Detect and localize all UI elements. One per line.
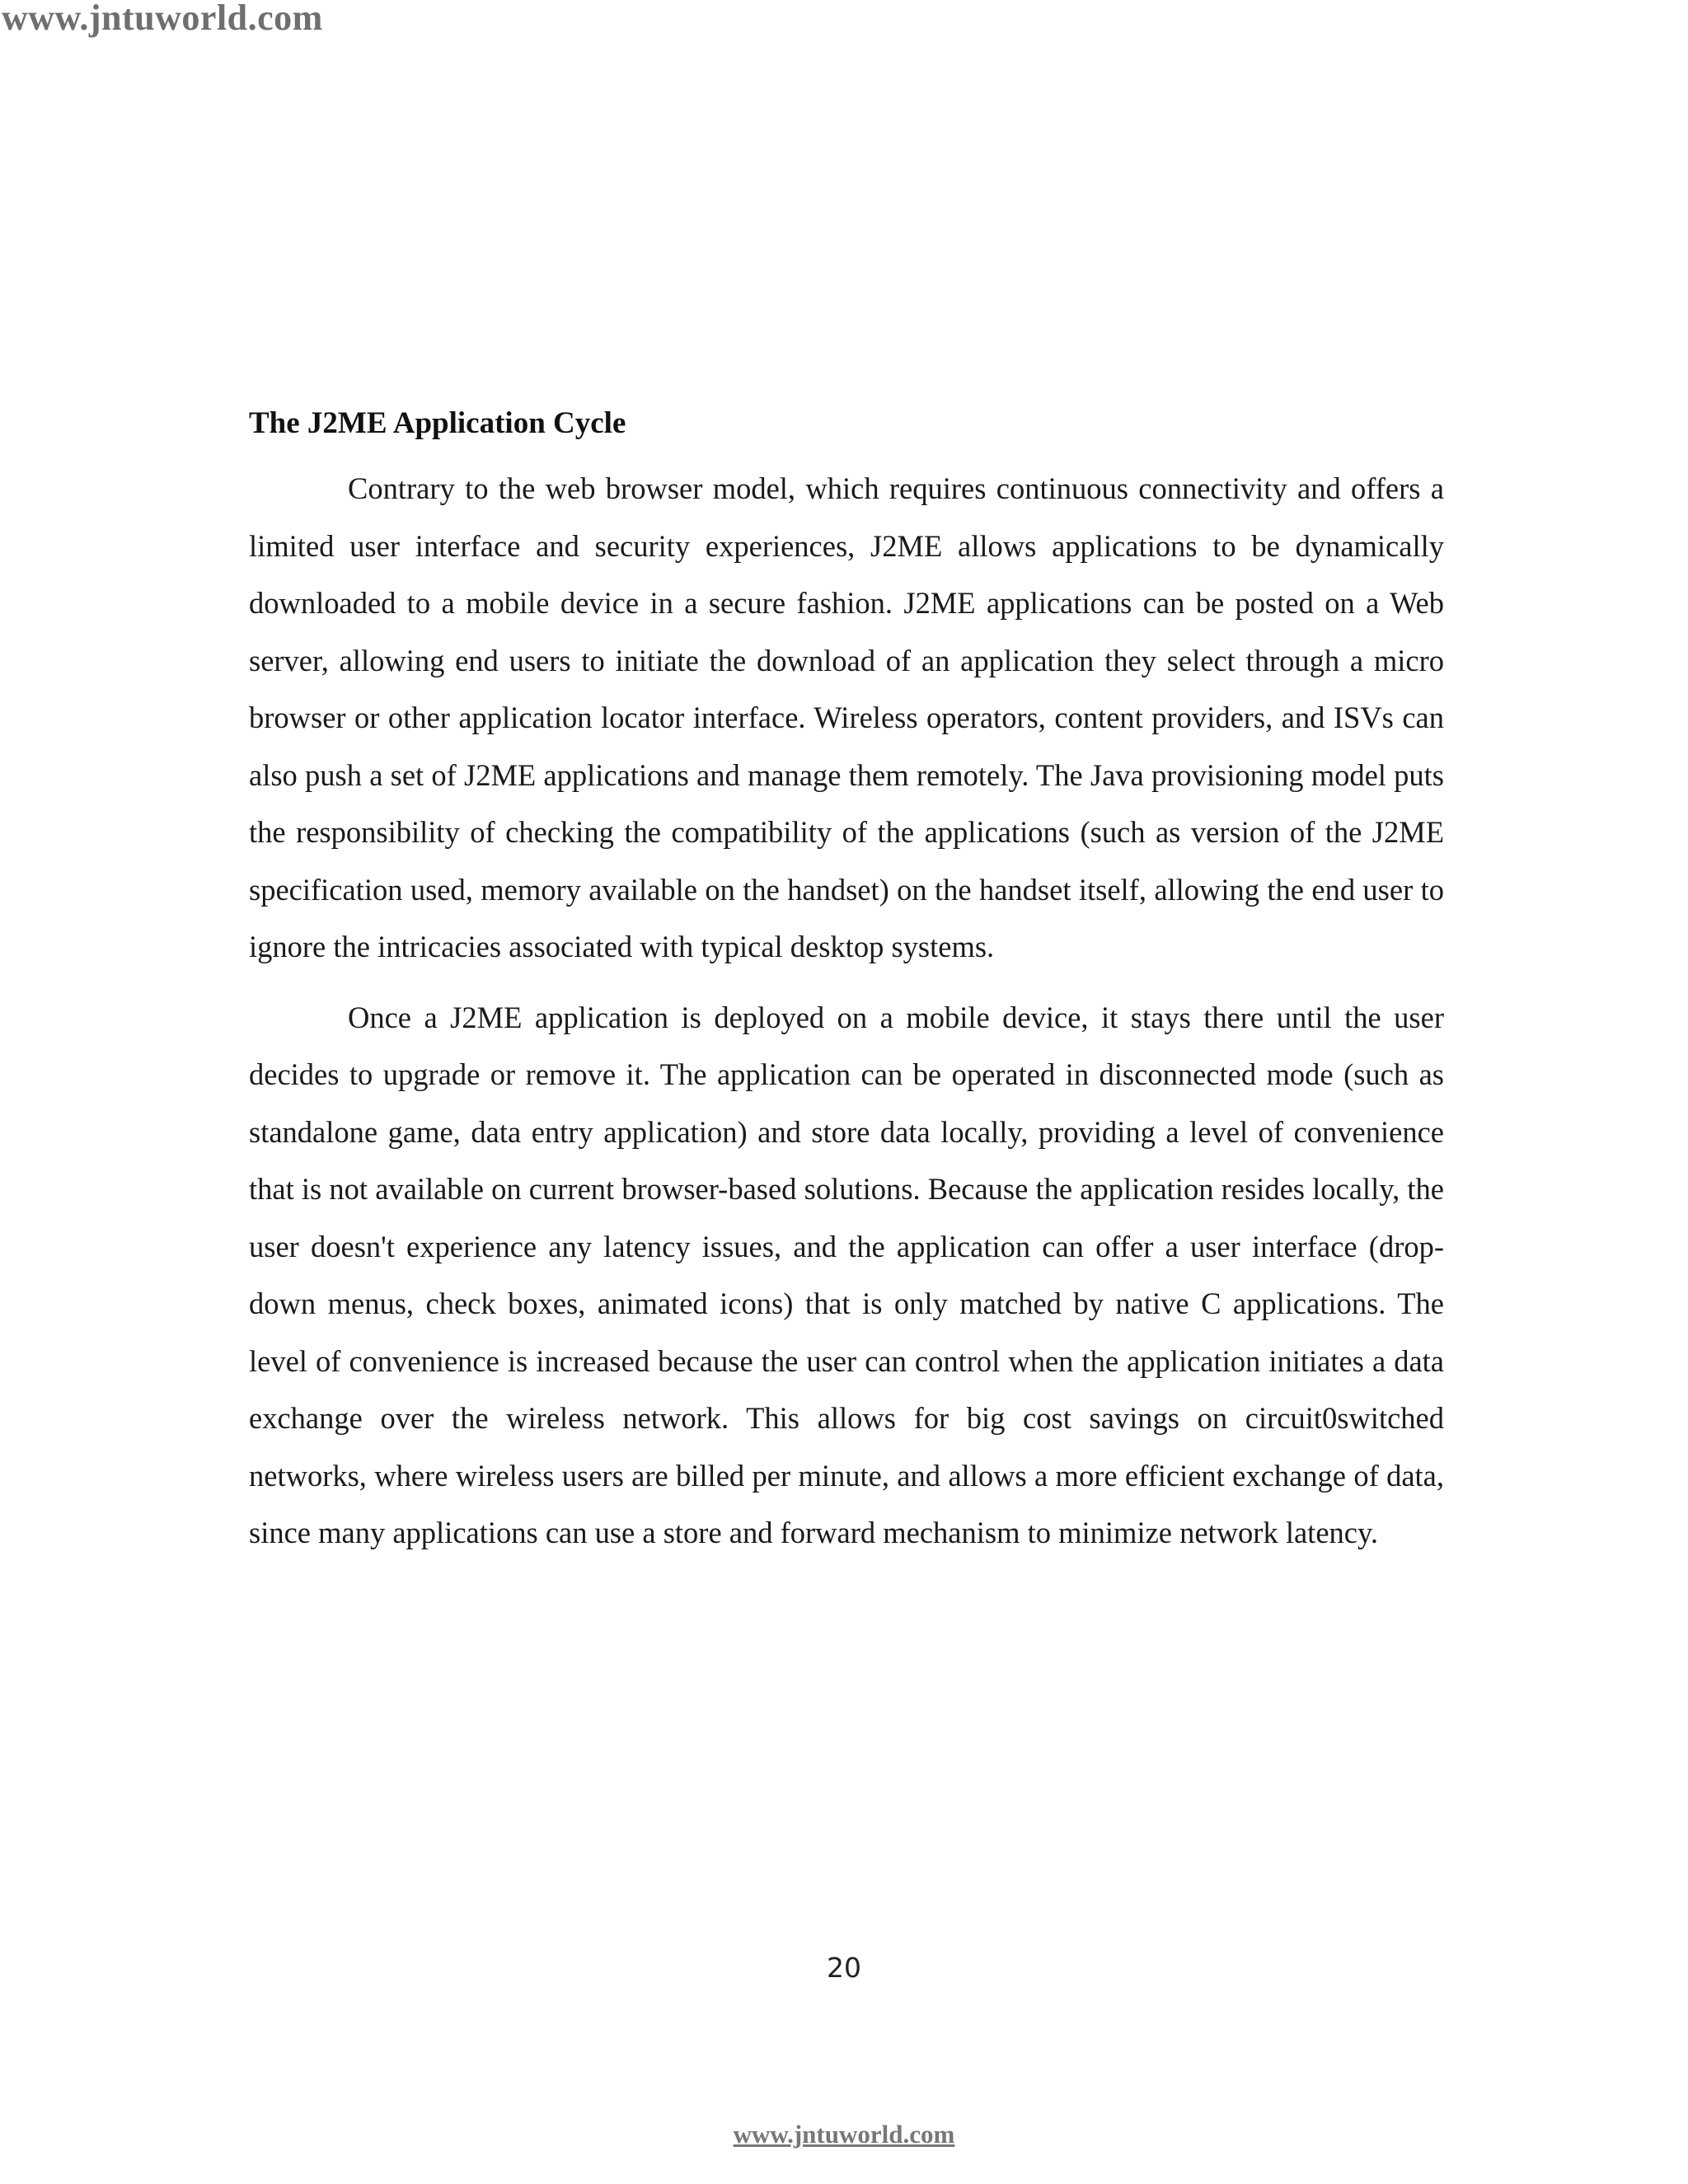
header-watermark: www.jntuworld.com: [2, 0, 323, 38]
page-number: 20: [827, 1952, 861, 1984]
paragraph-2: Once a J2ME application is deployed on a mobile device, it stays there until the user decides to upgrade or remove it. The application can be operated in disconnected mode (such as standalone game, data entry application) and store data locally, providing a level of convenience that is not available on current browser-based solutions. Because the application resides locally, the user doesn't experience any latency issues, and the application can offer a user interface (drop-down menus, check boxes, animated icons) that is only matched by native C applications. The level of convenience is increased because the user can control when the application initiates a data exchange over the wireless network. This allows for big cost savings on circuit0switched networks, where wireless users are billed per minute, and allows a more efficient exchange of data, since many applications can use a store and forward mechanism to minimize network latency.: [249, 1000, 1444, 1550]
footer-link[interactable]: www.jntuworld.com: [733, 2120, 955, 2149]
section-title: The J2ME Application Cycle: [249, 406, 626, 440]
paragraph-1: Contrary to the web browser model, which requires continuous connectivity and offers a limited user interface and security experiences, J2ME allows applications to be dynamically downloaded to a mobile device in a secure fashion. J2ME applications can be posted on a Web server, allowing end users to initiate the download of an application they select through a micro browser or other application locator interface. Wireless operators, content providers, and ISVs can also push a set of J2ME applications and manage them remotely. The Java provisioning model puts the responsibility of checking the compatibility of the applications (such as version of the J2ME specification used, memory available on the handset) on the handset itself, allowing the end user to ignore the intricacies associated with typical desktop systems.: [249, 471, 1444, 964]
document-body: [249, 405, 1444, 1575]
